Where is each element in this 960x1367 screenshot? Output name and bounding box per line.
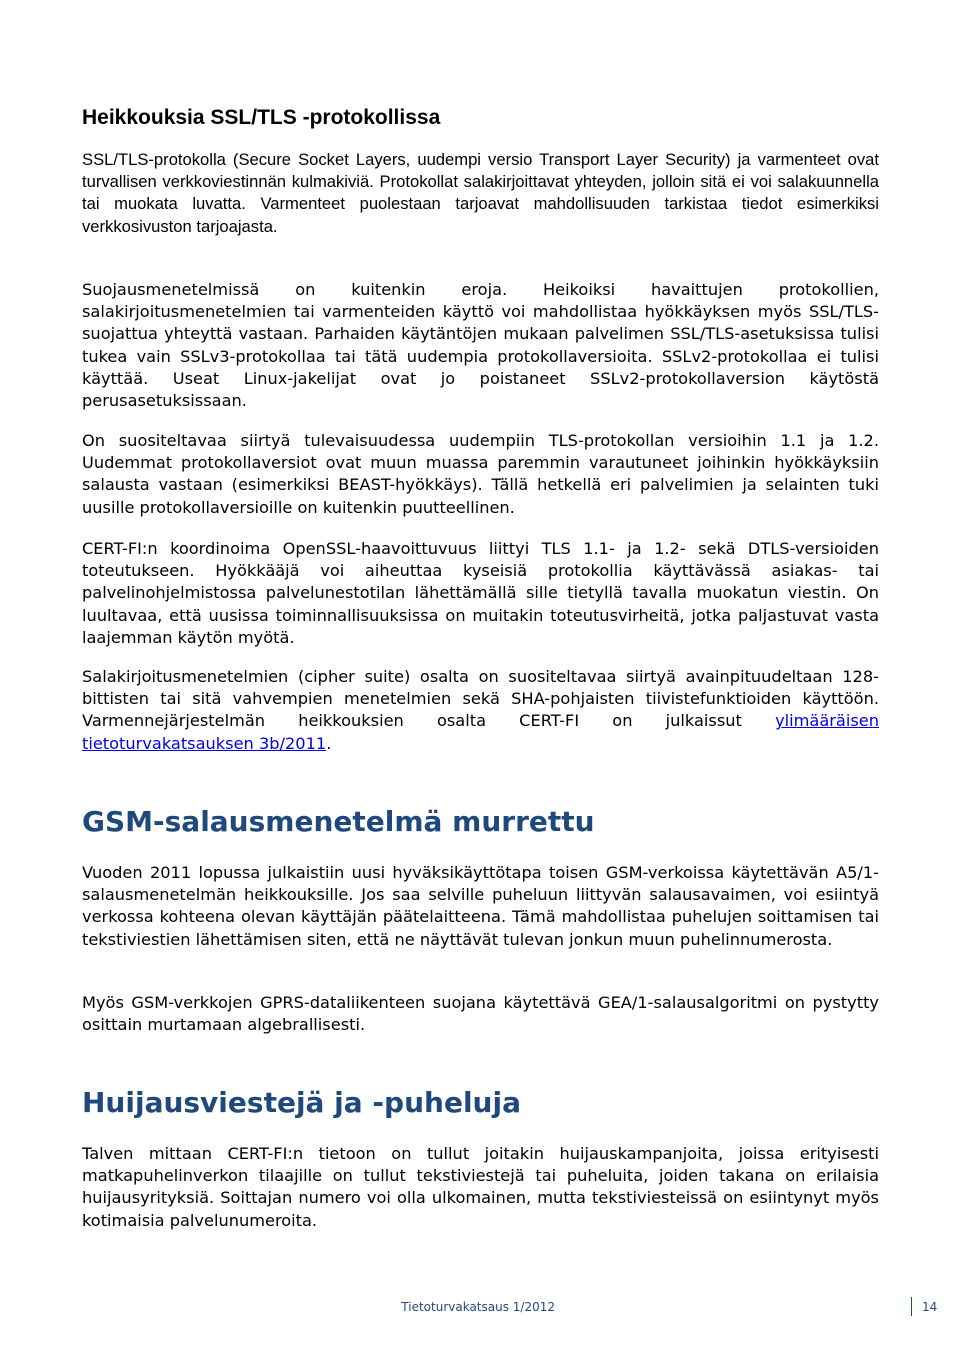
footer-divider <box>911 1297 912 1316</box>
section-heading-ssl-tls: Heikkouksia SSL/TLS -protokollissa <box>82 106 441 129</box>
paragraph-gsm-a51: Vuoden 2011 lopussa julkaistiin uusi hyväksikäyttötapa toisen GSM-verkoissa käytettävän A5/1-salausmenetelmän heikkouksille. Jos saa selville puheluun liittyvän salausavaimen, voi esiintyä verkossa kohteena olevan käyttäjän päätelaitteena. Tämä mahdollistaa puhelujen soittamisen tai tekstiviestien lähettämisen siten, että ne näyttävät tulevan jonkun muun puhelinnumerosta. <box>82 863 879 949</box>
page-number: 14 <box>922 1300 938 1314</box>
paragraph-gsm-gprs: Myös GSM-verkkojen GPRS-dataliikenteen suojana käytettävä GEA/1-salausalgoritmi on pystytty osittain murtamaan algebrallisesti. <box>82 993 879 1035</box>
paragraph-openssl-vulnerability: CERT-FI:n koordinoima OpenSSL-haavoittuvuus liittyi TLS 1.1- ja 1.2- sekä DTLS-versioiden toteutukseen. Hyökkääjä voi aiheuttaa kyseisiä protokollia käyttävässä asiakas- tai palvelinohjelmistossa palvelunestotilan lähettämällä sille tietyllä tavalla muokatun viestin. On luultavaa, että uusissa toiminnallisuuksissa on muitakin toteutusvirheitä, jotka paljastuvat vasta laajemman käytön myötä. <box>82 539 879 647</box>
section-heading-gsm: GSM-salausmenetelmä murrettu <box>82 805 595 838</box>
page-footer <box>0 1297 960 1319</box>
report-link[interactable]: ylimääräisen tietoturvakatsauksen 3b/2011 <box>82 711 879 753</box>
paragraph-cipher-suites <box>82 666 879 755</box>
paragraph-ssl-intro: SSL/TLS-protokolla (Secure Socket Layers, uudempi versio Transport Layer Security) ja varmenteet ovat turvallisen verkkoviestinnän kulmakiviä. Protokollat salakirjoittavat yhteyden, jolloin sitä ei voi salakuunnella tai muokata luvatta. Varmenteet puolestaan tarjoavat mahdollisuuden tarkistaa tiedot esimerkiksi verkkosivuston tarjoajasta. <box>82 150 879 236</box>
footer-title: Tietoturvakatsaus 1/2012 <box>401 1300 555 1314</box>
paragraph-text-end: . <box>326 733 332 753</box>
paragraph-ssl-differences: Suojausmenetelmissä on kuitenkin eroja. Heikoiksi havaittujen protokollien, salakirjoitusmenetelmien tai varmenteiden käyttö voi mahdollistaa hyökkäyksen myös SSL/TLS-suojattua yhteyttä vastaan. Parhaiden käytäntöjen mukaan palvelimen SSL/TLS-asetuksissa tulisi tukea vain SSLv3-protokollaa tai tätä uudempia protokollaversioita. SSLv2-protokollaa ei tulisi käyttää. Useat Linux-jakelijat ovat jo poistaneet SSLv2-protokollaversion käytöstä perusasetuksissaan. <box>82 280 879 411</box>
paragraph-text: Salakirjoitusmenetelmien (cipher suite) osalta on suositeltavaa siirtyä avainpituudeltaan 128-bittisten tai sitä vahvempien menetelmien sekä SHA-pohjaisten tiivistefunktioiden käyttöön. Varmennejärjestelmän heikkouksien osalta CERT-FI on julkaissut <box>82 667 879 731</box>
paragraph-tls-versions: On suositeltavaa siirtyä tulevaisuudessa uudempiin TLS-protokollan versioihin 1.1 ja 1.2. Uudemmat protokollaversiot ovat muun muassa paremmin varautuneet joihinkin hyökkäyksiin salausta vastaan (esimerkiksi BEAST-hyökkäys). Tällä hetkellä eri palvelimien ja selainten tuki uusille protokollaversioille on kuitenkin puutteellinen. <box>82 431 879 517</box>
paragraph-scams: Talven mittaan CERT-FI:n tietoon on tullut joitakin huijauskampanjoita, joissa erityisesti matkapuhelinverkon tilaajille on tullut tekstiviestejä tai puheluita, joiden takana on erilaisia huijausyrityksiä. Soittajan numero voi olla ulkomainen, mutta tekstiviesteissä on esiintynyt myös kotimaisia palvelunumeroita. <box>82 1144 879 1230</box>
section-heading-scams: Huijausviestejä ja -puheluja <box>82 1086 521 1119</box>
